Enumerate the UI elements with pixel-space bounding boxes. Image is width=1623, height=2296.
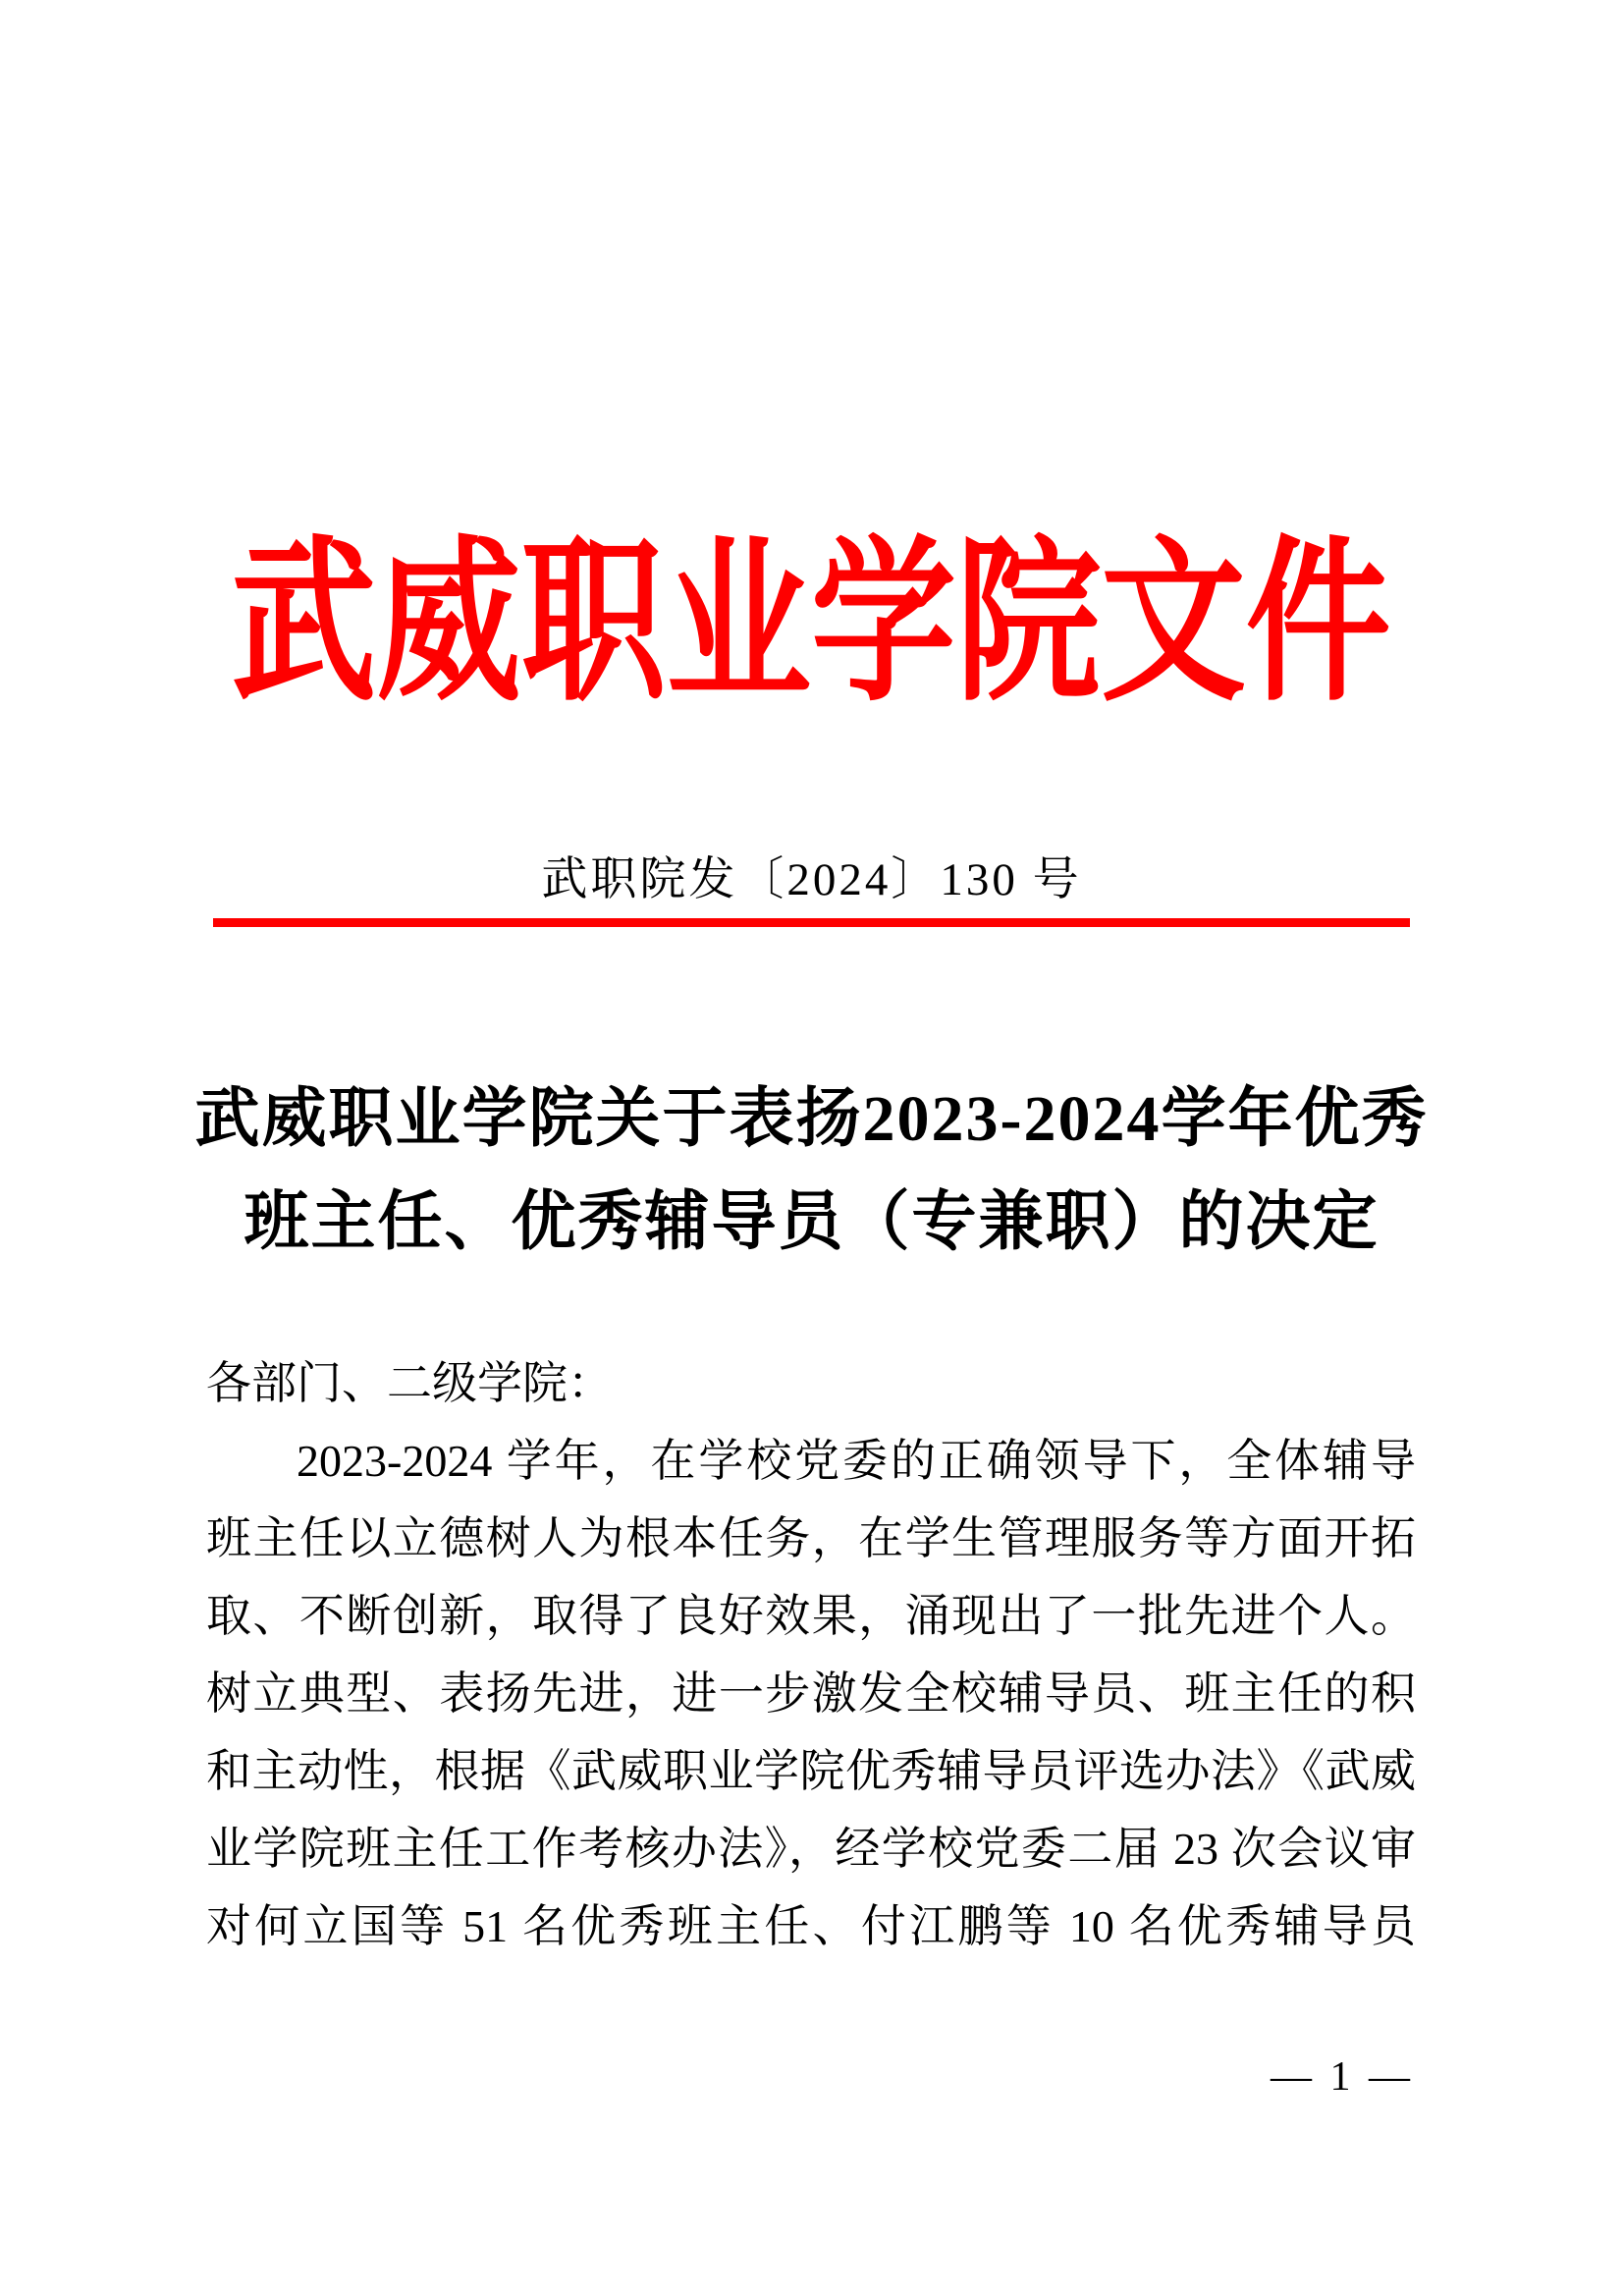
body-line: 树立典型、表扬先进，进一步激发全校辅导员、班主任的积 <box>206 1668 1416 1719</box>
body-line: 和主动性，根据《武威职业学院优秀辅导员评选办法》《武威 <box>206 1746 1416 1796</box>
body-line: 业学院班主任工作考核办法》，经学校党委二届 23 次会议审 <box>206 1824 1416 1874</box>
letterhead-title: 武威职业学院文件 <box>232 526 1391 722</box>
document-title-line-2: 班主任、优秀辅导员（专兼职）的决定 <box>243 1186 1380 1258</box>
body-line: 对何立国等 51 名优秀班主任、付江鹏等 10 名优秀辅导员 <box>206 1901 1416 1951</box>
salutation-line: 各部门、二级学院： <box>206 1358 613 1408</box>
document-title-line-1: 武威职业学院关于表扬2023-2024学年优秀 <box>194 1083 1429 1155</box>
letterhead-banner <box>0 526 1623 723</box>
body-line: 2023-2024 学年，在学校党委的正确领导下，全体辅导 <box>297 1436 1416 1486</box>
document-reference-number: 武职院发〔2024〕130 号 <box>541 854 1082 905</box>
document-title <box>0 1067 1623 1274</box>
body-line: 班主任以立德树人为根本任务，在学生管理服务等方面开拓 <box>206 1513 1416 1563</box>
page-number: — 1 — <box>1271 2054 1414 2100</box>
body-text <box>206 1344 1416 1965</box>
body-line: 取、不断创新，取得了良好效果，涌现出了一批先进个人。 <box>206 1591 1416 1641</box>
red-divider-rule <box>213 918 1410 927</box>
